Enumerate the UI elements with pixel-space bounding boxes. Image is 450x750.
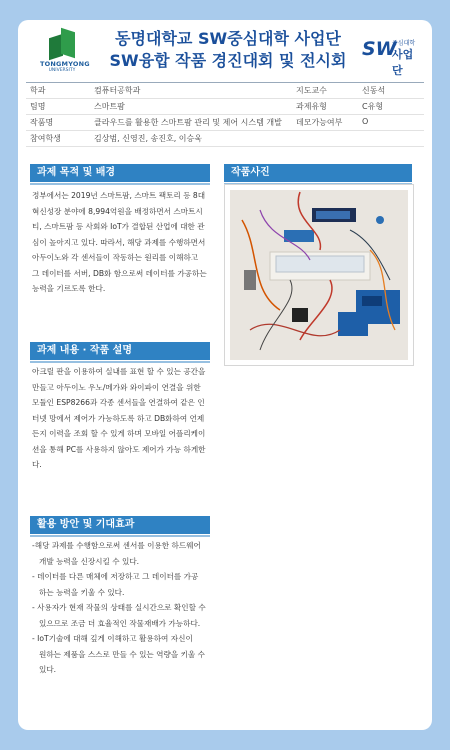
text-line: 다.: [32, 460, 42, 469]
section-goal-title: 과제 목적 및 배경: [30, 164, 210, 182]
info-value: 김상범, 신영진, 송진호, 이승욱: [94, 134, 202, 143]
list-line: -해당 과제를 수행함으로써 센서를 이용한 하드웨어: [32, 541, 201, 550]
text-line: 든지 이력을 조회 할 수 있게 하며 모바일 어플리케이: [32, 429, 206, 438]
info-label: 작품명: [30, 118, 54, 127]
project-info-table: [26, 82, 424, 147]
list-line: 원하는 제품을 스스로 만들 수 있는 역량을 키울 수: [39, 649, 206, 659]
section-photo-title: 작품사진: [224, 164, 412, 182]
section-effect-title: 활용 방안 및 기대효과: [30, 516, 210, 534]
text-line: 만들고 아두이노 우노/메가와 와이파이 연결을 위한: [32, 382, 201, 392]
title-line-1: 동명대학교 SW중심대학 사업단: [115, 29, 341, 48]
section-effect-body: [32, 538, 222, 678]
info-label: 과제유형: [296, 102, 327, 111]
text-line: 션을 통해 PC를 사용하지 않아도 제어가 가능 하게한: [32, 444, 206, 454]
section-content-title: 과제 내용 · 작품 설명: [30, 342, 210, 360]
info-value: O: [362, 117, 369, 126]
text-line: 터넷 망에서 제어가 가능하도록 하고 DB화하여 언제: [32, 413, 205, 423]
logo-name: TONGMYONG: [40, 60, 90, 68]
project-photo: [230, 190, 408, 360]
info-value: C유형: [362, 102, 384, 111]
text-line: 혁신성장 분야에 8,994억원을 배정하면서 스마트시: [32, 206, 203, 216]
sw-center-logo: [362, 36, 422, 77]
list-line: 있다.: [39, 665, 57, 674]
info-value: 클라우드를 활용한 스마트팜 관리 및 제어 시스템 개발: [94, 118, 282, 127]
poster-title: [98, 28, 358, 72]
poster-card: [18, 20, 432, 730]
text-line: 심이 높아지고 있다. 따라서, 해당 과제를 수행하면서: [32, 237, 206, 247]
sw-logo-mark: SW: [362, 38, 397, 60]
info-row: [26, 131, 424, 147]
section-goal-body: [32, 188, 218, 297]
list-line: - 사용자가 현재 작물의 상태를 실시간으로 확인할 수: [32, 603, 206, 612]
sw-logo-big: 사업단: [392, 48, 414, 77]
info-label: 학과: [30, 86, 46, 95]
text-line: 아두이노와 각 센서들이 작동하는 원리를 이해하고: [32, 253, 199, 262]
info-row: [26, 99, 424, 115]
info-label: 지도교수: [296, 86, 327, 95]
info-label: 참여학생: [30, 134, 61, 143]
logo-sub: UNIVERSITY: [48, 68, 76, 73]
tongmyong-logo: [40, 30, 90, 73]
list-line: 하는 능력을 키울 수 있다.: [39, 587, 125, 597]
text-line: 모듈인 ESP8266과 각종 센서들을 연결하여 같은 인: [32, 398, 205, 407]
project-photo-frame: [224, 184, 414, 366]
list-line: - 데이터를 다른 매체에 저장하고 그 데이터를 가공: [32, 572, 199, 581]
info-value: 스마트팜: [94, 102, 125, 111]
text-line: 아크릴 판을 이용하여 실내를 표현 할 수 있는 공간을: [32, 367, 206, 376]
sw-logo-small: 중심대학: [392, 40, 416, 47]
text-line: 능력을 기르도록 한다.: [32, 284, 106, 293]
text-line: 그 데이터를 서버, DB화 함으로써 데이터를 가공하는: [32, 268, 207, 278]
tongmyong-emblem-icon: [49, 30, 75, 58]
list-line: 개발 능력을 신장시킬 수 있다.: [39, 556, 140, 566]
info-label: 팀명: [30, 102, 46, 111]
info-label: 데모가능여부: [296, 118, 343, 127]
info-row: [26, 83, 424, 99]
text-line: 정부에서는 2019년 스마트팜, 스마트 팩토리 등 8대: [32, 191, 206, 200]
info-value: 컴퓨터공학과: [94, 86, 141, 95]
info-row: [26, 115, 424, 131]
poster-header: [18, 20, 432, 80]
info-value: 신동석: [362, 86, 386, 95]
section-content-body: [32, 364, 218, 473]
list-line: 있으므로 조금 더 효율적인 작물재배가 가능하다.: [39, 618, 201, 628]
smart-farm-hardware-image: [230, 190, 408, 360]
list-line: - IoT기술에 대해 깊게 이해하고 활용하여 자신이: [32, 634, 193, 643]
text-line: 티, 스마트팜 등 사회와 IoT가 결합된 산업에 대한 관: [32, 222, 205, 231]
title-line-2: SW융합 작품 경진대회 및 전시회: [109, 51, 347, 70]
